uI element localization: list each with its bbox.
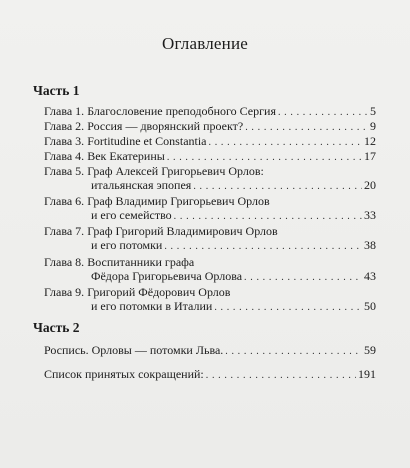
page-number: 5 bbox=[370, 104, 376, 118]
page-number: 191 bbox=[358, 367, 376, 381]
chapter-label: Глава 2. bbox=[44, 119, 85, 133]
leader-dots bbox=[174, 210, 362, 224]
page-number: 20 bbox=[364, 178, 376, 192]
leader-dots bbox=[209, 136, 362, 150]
chapter-label: Глава 3. bbox=[44, 134, 85, 148]
chapter-title-cont: и его потомки в Италии bbox=[91, 299, 213, 313]
page-number: 50 bbox=[364, 299, 376, 313]
toc-entry-abbreviations[interactable] bbox=[44, 367, 376, 383]
entry-title: Роспись. Орловы — потомки Льва. bbox=[44, 343, 224, 357]
page-number: 12 bbox=[364, 134, 376, 148]
chapter-title: Граф Владимир Григорьевич Орлов bbox=[87, 194, 270, 208]
toc-entry-ch6[interactable] bbox=[44, 194, 376, 224]
page-number: 17 bbox=[364, 149, 376, 163]
chapter-title: Fortitudine et Constantia bbox=[87, 134, 207, 148]
part-1-heading: Часть 1 bbox=[33, 83, 80, 98]
chapter-title: Граф Григорий Владимирович Орлов bbox=[87, 224, 278, 238]
leader-dots bbox=[278, 106, 368, 120]
page-number: 38 bbox=[364, 238, 376, 252]
leader-dots bbox=[214, 301, 362, 315]
page-number: 59 bbox=[364, 343, 376, 357]
entry-title: Список принятых сокращений: bbox=[44, 367, 204, 381]
toc-entry-ch7[interactable] bbox=[44, 224, 376, 254]
chapter-label: Глава 5. bbox=[44, 164, 85, 178]
toc-entry-ch5[interactable] bbox=[44, 164, 376, 194]
page-number: 9 bbox=[370, 119, 376, 133]
chapter-title-cont: и его семейство bbox=[91, 208, 172, 222]
chapter-title-cont: и его потомки bbox=[91, 238, 163, 252]
leader-dots bbox=[167, 151, 362, 165]
chapter-label: Глава 4. bbox=[44, 149, 85, 163]
chapter-title: Граф Алексей Григорьевич Орлов: bbox=[87, 164, 264, 178]
chapter-label: Глава 8. bbox=[44, 255, 85, 269]
toc-entry-ch8[interactable] bbox=[44, 255, 376, 285]
leader-dots bbox=[225, 345, 362, 359]
leader-dots bbox=[193, 180, 362, 194]
toc-entry-ch4[interactable] bbox=[44, 149, 376, 165]
toc-entry-ch1[interactable] bbox=[44, 104, 376, 120]
chapter-title-cont: Фёдора Григорьевича Орлова bbox=[91, 269, 243, 283]
chapter-title: Россия — дворянский проект? bbox=[87, 119, 244, 133]
leader-dots bbox=[206, 369, 356, 383]
toc-entry-rospis[interactable] bbox=[44, 343, 376, 359]
chapter-label: Глава 7. bbox=[44, 224, 85, 238]
part-2-heading: Часть 2 bbox=[33, 320, 80, 335]
page-number: 43 bbox=[364, 269, 376, 283]
chapter-label: Глава 9. bbox=[44, 285, 85, 299]
toc-entry-ch9[interactable] bbox=[44, 285, 376, 315]
leader-dots bbox=[245, 121, 368, 135]
page-number: 33 bbox=[364, 208, 376, 222]
chapter-label: Глава 6. bbox=[44, 194, 85, 208]
chapter-title: Век Екатерины bbox=[87, 149, 165, 163]
leader-dots bbox=[244, 271, 362, 285]
chapter-title: Благословение преподобного Сергия bbox=[87, 104, 276, 118]
chapter-title: Григорий Фёдорович Орлов bbox=[87, 285, 231, 299]
leader-dots bbox=[164, 240, 362, 254]
chapter-title: Воспитанники графа bbox=[87, 255, 195, 269]
toc-entry-ch2[interactable] bbox=[44, 119, 376, 135]
toc-entry-ch3[interactable] bbox=[44, 134, 376, 150]
chapter-label: Глава 1. bbox=[44, 104, 85, 118]
chapter-title-cont: итальянская эпопея bbox=[91, 178, 192, 192]
page-title: Оглавление bbox=[162, 34, 248, 53]
